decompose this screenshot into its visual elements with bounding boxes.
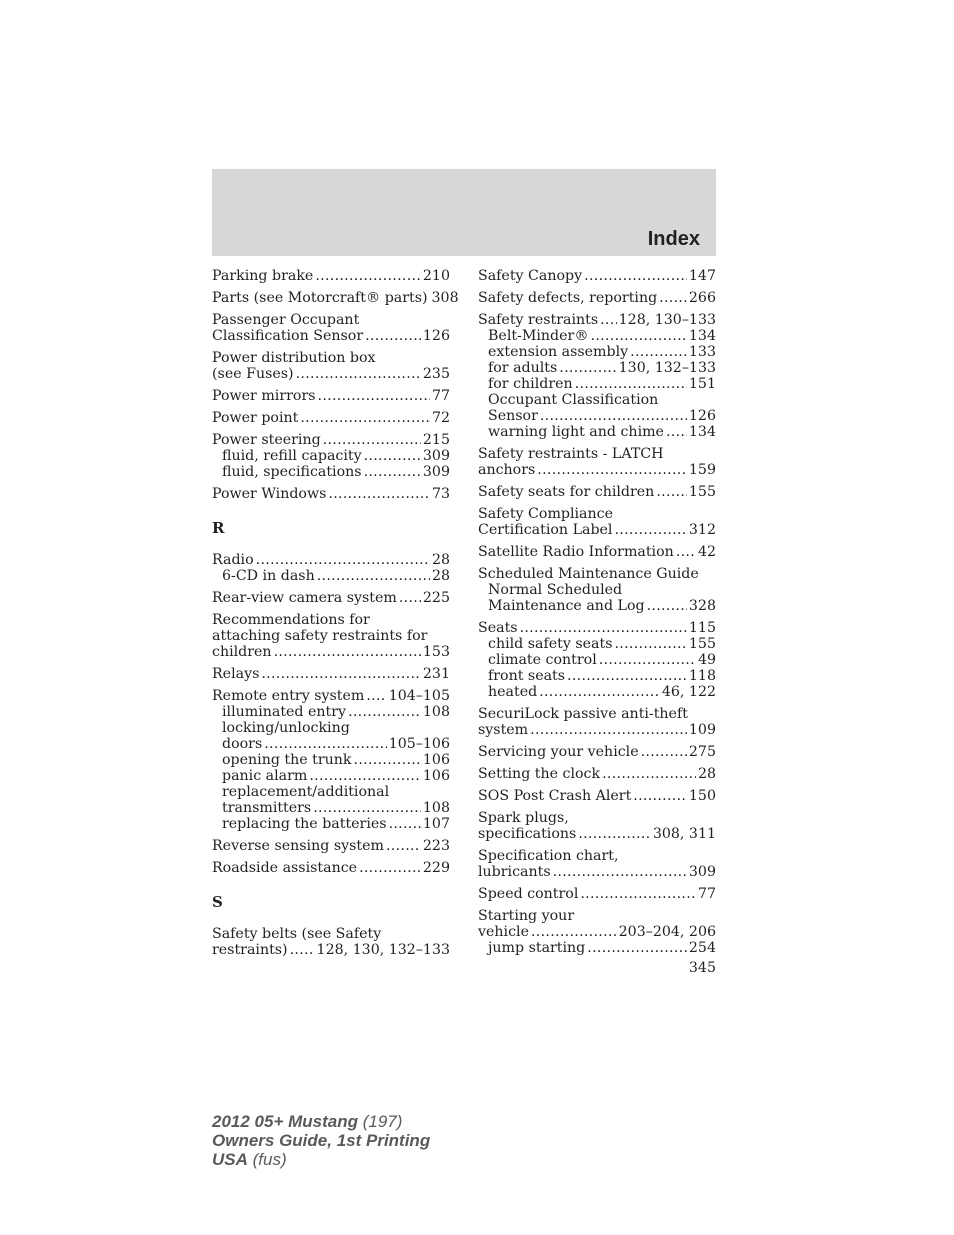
dot-leader xyxy=(296,366,421,382)
page-title: Index xyxy=(647,228,700,250)
entry-page-ref: 203–204, 206 xyxy=(618,924,716,940)
dot-leader xyxy=(553,864,687,880)
index-entry xyxy=(212,838,450,854)
dot-leader xyxy=(274,644,421,660)
entry-term: warning light and chime xyxy=(488,424,664,440)
index-subentry-line xyxy=(212,720,450,736)
page-number: 345 xyxy=(688,960,716,976)
entry-page-ref: 118 xyxy=(688,668,716,684)
entry-page-ref: 309 xyxy=(688,864,716,880)
entry-page-ref: 49 xyxy=(697,652,716,668)
entry-term: extension assembly xyxy=(488,344,629,360)
index-subentry-line xyxy=(212,800,450,816)
entry-page-ref: 108 xyxy=(422,704,450,720)
index-subentry-line xyxy=(478,376,716,392)
entry-page-ref: 104–105 xyxy=(388,688,450,704)
index-entry-line xyxy=(212,366,450,382)
footer xyxy=(212,1112,430,1169)
entry-term: Relays xyxy=(212,666,260,682)
entry-term: Power mirrors xyxy=(212,388,316,404)
dot-leader xyxy=(348,704,421,720)
dot-leader xyxy=(399,590,421,606)
index-entry xyxy=(212,688,450,832)
index-column-left xyxy=(212,268,459,964)
dot-leader xyxy=(315,268,421,284)
index-entry-line xyxy=(212,486,450,502)
index-subentry-line xyxy=(478,424,716,440)
entry-term: SecuriLock passive anti-theft xyxy=(478,706,688,722)
entry-page-ref: 46, 122 xyxy=(661,684,716,700)
entry-term: Seats xyxy=(478,620,518,636)
entry-term: Remote entry system xyxy=(212,688,365,704)
entry-page-ref: 309 xyxy=(422,448,450,464)
index-subentry-line xyxy=(212,752,450,768)
entry-page-ref: 225 xyxy=(422,590,450,606)
entry-page-ref: 254 xyxy=(688,940,716,956)
entry-term: Certification Label xyxy=(478,522,613,538)
index-entry xyxy=(212,926,450,958)
dot-leader xyxy=(354,752,421,768)
entry-term: SOS Post Crash Alert xyxy=(478,788,632,804)
entry-term: Roadside assistance xyxy=(212,860,358,876)
index-subentry-line xyxy=(478,636,716,652)
entry-term: Recommendations for xyxy=(212,612,370,628)
dot-leader xyxy=(647,598,687,614)
index-subentry-line xyxy=(212,704,450,720)
dot-leader xyxy=(318,388,430,404)
index-entry-line xyxy=(478,924,716,940)
entry-page-ref: 266 xyxy=(688,290,716,306)
index-entry-line xyxy=(478,312,716,328)
index-entry-line xyxy=(478,864,716,880)
index-entry-line xyxy=(478,506,716,522)
entry-page-ref: 223 xyxy=(422,838,450,854)
index-subentry-line xyxy=(212,816,450,832)
index-entry-line xyxy=(478,826,716,842)
entry-page-ref: 126 xyxy=(688,408,716,424)
entry-term: Power steering xyxy=(212,432,321,448)
dot-leader xyxy=(323,432,421,448)
entry-term: fluid, refill capacity xyxy=(222,448,362,464)
entry-page-ref: 147 xyxy=(688,268,716,284)
entry-term: Safety Canopy xyxy=(478,268,583,284)
dot-leader xyxy=(602,766,696,782)
entry-page-ref: 106 xyxy=(422,768,450,784)
index-column-right xyxy=(478,268,716,962)
dot-leader xyxy=(666,424,687,440)
entry-page-ref: 215 xyxy=(422,432,450,448)
entry-term: Power distribution box xyxy=(212,350,376,366)
entry-page-ref: 28 xyxy=(697,766,716,782)
entry-page-ref: 115 xyxy=(688,620,716,636)
index-entry-line xyxy=(212,628,450,644)
entry-page-ref: 133 xyxy=(688,344,716,360)
entry-term: Power point xyxy=(212,410,299,426)
entry-term: Safety defects, reporting xyxy=(478,290,658,306)
entry-term: system xyxy=(478,722,529,738)
dot-leader xyxy=(389,816,421,832)
entry-term: Radio xyxy=(212,552,254,568)
entry-page-ref: 309 xyxy=(422,464,450,480)
entry-term: Passenger Occupant xyxy=(212,312,360,328)
dot-leader xyxy=(300,410,430,426)
index-subentry-line xyxy=(212,768,450,784)
dot-leader xyxy=(264,736,387,752)
entry-page-ref: 109 xyxy=(688,722,716,738)
entry-term: front seats xyxy=(488,668,566,684)
entry-page-ref: 151 xyxy=(688,376,716,392)
entry-term: replacing the batteries xyxy=(222,816,387,832)
index-entry-line xyxy=(212,290,459,306)
index-entry-line xyxy=(478,788,716,804)
index-entry-line xyxy=(212,388,450,404)
index-entry-line xyxy=(478,544,716,560)
dot-leader xyxy=(531,924,617,940)
dot-leader xyxy=(365,328,421,344)
entry-term: children xyxy=(212,644,272,660)
dot-leader xyxy=(359,860,421,876)
index-subentry-line xyxy=(478,652,716,668)
entry-page-ref: 105–106 xyxy=(388,736,450,752)
entry-page-ref: 328 xyxy=(688,598,716,614)
footer-market: USA xyxy=(212,1150,248,1169)
dot-leader xyxy=(656,484,687,500)
index-entry xyxy=(212,612,450,660)
index-entry-line xyxy=(212,838,450,854)
dot-leader xyxy=(328,486,430,502)
index-entry xyxy=(212,666,450,682)
index-entry-line xyxy=(478,268,716,284)
entry-page-ref: 77 xyxy=(431,388,450,404)
index-subentry-line xyxy=(478,684,716,700)
entry-page-ref: 126 xyxy=(422,328,450,344)
index-subentry-line xyxy=(212,784,450,800)
entry-term: Satellite Radio Information xyxy=(478,544,674,560)
entry-term: Servicing your vehicle xyxy=(478,744,639,760)
entry-page-ref: 308 xyxy=(431,290,459,306)
index-entry-line xyxy=(478,766,716,782)
dot-leader xyxy=(540,408,687,424)
dot-leader xyxy=(261,666,421,682)
index-subentry-line xyxy=(212,448,450,464)
index-entry-line xyxy=(212,860,450,876)
entry-term: climate control xyxy=(488,652,597,668)
index-entry xyxy=(478,268,716,284)
index-entry-line xyxy=(212,644,450,660)
entry-page-ref: 308, 311 xyxy=(652,826,716,842)
entry-page-ref: 106 xyxy=(422,752,450,768)
footer-market-code: (fus) xyxy=(247,1150,287,1169)
entry-term: locking/unlocking xyxy=(222,720,350,736)
entry-term: (see Fuses) xyxy=(212,366,294,382)
index-entry xyxy=(478,706,716,738)
entry-page-ref: 130, 132–133 xyxy=(618,360,716,376)
entry-term: heated xyxy=(488,684,538,700)
index-entry xyxy=(212,388,450,404)
index-entry-line xyxy=(212,688,450,704)
index-entry xyxy=(478,886,716,902)
entry-page-ref: 155 xyxy=(688,484,716,500)
index-entry xyxy=(212,312,450,344)
index-entry xyxy=(478,766,716,782)
index-subentry-line xyxy=(212,736,450,752)
dot-leader xyxy=(364,464,421,480)
index-entry-line xyxy=(212,590,450,606)
index-entry-line xyxy=(478,810,716,826)
index-entry-line xyxy=(478,744,716,760)
entry-term: Sensor xyxy=(488,408,538,424)
entry-term: Belt-Minder® xyxy=(488,328,589,344)
index-subentry-line xyxy=(478,392,716,408)
entry-term: Safety seats for children xyxy=(478,484,655,500)
index-entry-line xyxy=(478,706,716,722)
entry-term: Power Windows xyxy=(212,486,327,502)
index-entry xyxy=(478,810,716,842)
index-entry-line xyxy=(478,290,716,306)
entry-term: transmitters xyxy=(222,800,312,816)
entry-term: Parts (see Motorcraft® parts) xyxy=(212,290,428,306)
index-entry-line xyxy=(212,312,450,328)
entry-term: Normal Scheduled xyxy=(488,582,623,598)
dot-leader xyxy=(386,838,421,854)
index-entry-line xyxy=(478,886,716,902)
entry-page-ref: 231 xyxy=(422,666,450,682)
entry-term: panic alarm xyxy=(222,768,308,784)
dot-leader xyxy=(313,800,421,816)
dot-leader xyxy=(633,788,687,804)
section-letter: R xyxy=(212,519,225,537)
index-subentry-line xyxy=(478,328,716,344)
index-entry-line xyxy=(478,620,716,636)
entry-term: opening the trunk xyxy=(222,752,352,768)
index-entry xyxy=(478,620,716,700)
index-entry xyxy=(478,908,716,956)
index-entry-line xyxy=(478,446,716,462)
dot-leader xyxy=(256,552,430,568)
index-subentry-line xyxy=(478,360,716,376)
dot-leader xyxy=(366,688,386,704)
entry-page-ref: 107 xyxy=(422,816,450,832)
entry-page-ref: 155 xyxy=(688,636,716,652)
dot-leader xyxy=(587,940,687,956)
index-subentry-line xyxy=(478,940,716,956)
index-subentry-line xyxy=(478,408,716,424)
entry-term: Spark plugs, xyxy=(478,810,569,826)
entry-page-ref: 134 xyxy=(688,424,716,440)
dot-leader xyxy=(614,522,686,538)
entry-page-ref: 128, 130, 132–133 xyxy=(316,942,450,958)
entry-term: Maintenance and Log xyxy=(488,598,645,614)
entry-term: 6-CD in dash xyxy=(222,568,315,584)
index-entry-line xyxy=(212,432,450,448)
entry-term: restraints) xyxy=(212,942,288,958)
entry-term: illuminated entry xyxy=(222,704,347,720)
entry-page-ref: 28 xyxy=(431,552,450,568)
entry-page-ref: 28 xyxy=(431,568,450,584)
entry-page-ref: 77 xyxy=(697,886,716,902)
entry-term: Starting your xyxy=(478,908,575,924)
footer-model: 2012 05+ Mustang xyxy=(212,1112,358,1131)
index-entry-line xyxy=(212,268,450,284)
entry-page-ref: 275 xyxy=(688,744,716,760)
index-subentry-line xyxy=(478,344,716,360)
entry-page-ref: 312 xyxy=(688,522,716,538)
index-entry xyxy=(212,268,450,284)
dot-leader xyxy=(614,636,686,652)
entry-page-ref: 235 xyxy=(422,366,450,382)
index-entry xyxy=(478,446,716,478)
index-entry-line xyxy=(212,926,450,942)
index-entry-line xyxy=(478,484,716,500)
entry-term: Specification chart, xyxy=(478,848,619,864)
entry-page-ref: 150 xyxy=(688,788,716,804)
index-entry xyxy=(478,484,716,500)
index-entry xyxy=(212,350,450,382)
footer-model-code: (197) xyxy=(358,1112,403,1131)
index-subentry-line xyxy=(212,568,450,584)
index-entry xyxy=(478,312,716,440)
index-entry-line xyxy=(212,350,450,366)
entry-term: specifications xyxy=(478,826,577,842)
dot-leader xyxy=(317,568,430,584)
entry-page-ref: 42 xyxy=(697,544,716,560)
entry-term: lubricants xyxy=(478,864,551,880)
entry-term: vehicle xyxy=(478,924,529,940)
index-entry xyxy=(212,290,459,306)
index-subentry-line xyxy=(478,598,716,614)
index-entry xyxy=(212,486,450,502)
entry-term: anchors xyxy=(478,462,536,478)
entry-term: Safety restraints - LATCH xyxy=(478,446,664,462)
dot-leader xyxy=(591,328,687,344)
dot-leader xyxy=(539,684,660,700)
dot-leader xyxy=(559,360,616,376)
entry-page-ref: 229 xyxy=(422,860,450,876)
entry-term: attaching safety restraints for xyxy=(212,628,428,644)
entry-term: doors xyxy=(222,736,263,752)
index-entry xyxy=(478,290,716,306)
index-entry xyxy=(478,744,716,760)
index-entry-line xyxy=(478,908,716,924)
index-subentry-line xyxy=(478,582,716,598)
dot-leader xyxy=(530,722,687,738)
index-entry-line xyxy=(212,666,450,682)
dot-leader xyxy=(641,744,687,760)
entry-term: fluid, specifications xyxy=(222,464,362,480)
index-entry xyxy=(212,410,450,426)
dot-leader xyxy=(584,268,687,284)
index-entry xyxy=(212,552,450,584)
entry-term: for adults xyxy=(488,360,558,376)
entry-term: Safety Compliance xyxy=(478,506,613,522)
index-entry-line xyxy=(212,410,450,426)
entry-page-ref: 153 xyxy=(422,644,450,660)
entry-term: Speed control xyxy=(478,886,579,902)
index-entry xyxy=(478,566,716,614)
dot-leader xyxy=(567,668,687,684)
entry-term: Scheduled Maintenance Guide xyxy=(478,566,699,582)
entry-term: child safety seats xyxy=(488,636,613,652)
section-letter: S xyxy=(212,893,223,911)
entry-term: Reverse sensing system xyxy=(212,838,384,854)
index-entry-line xyxy=(478,522,716,538)
index-entry-line xyxy=(478,462,716,478)
index-entry xyxy=(478,544,716,560)
dot-leader xyxy=(599,652,696,668)
dot-leader xyxy=(659,290,687,306)
index-entry xyxy=(478,848,716,880)
dot-leader xyxy=(580,886,696,902)
entry-page-ref: 72 xyxy=(431,410,450,426)
index-entry-line xyxy=(212,552,450,568)
index-entry xyxy=(212,432,450,480)
entry-page-ref: 108 xyxy=(422,800,450,816)
index-subentry-line xyxy=(212,464,450,480)
entry-page-ref: 73 xyxy=(431,486,450,502)
index-entry xyxy=(478,506,716,538)
index-entry-line xyxy=(478,566,716,582)
dot-leader xyxy=(290,942,315,958)
dot-leader xyxy=(578,826,651,842)
footer-guide: Owners Guide, 1st Printing xyxy=(212,1131,431,1150)
entry-page-ref: 134 xyxy=(688,328,716,344)
dot-leader xyxy=(575,376,687,392)
header-band xyxy=(212,169,716,256)
entry-term: Rear-view camera system xyxy=(212,590,397,606)
entry-term: Classification Sensor xyxy=(212,328,364,344)
index-entry xyxy=(212,860,450,876)
entry-term: Occupant Classification xyxy=(488,392,659,408)
index-subentry-line xyxy=(478,668,716,684)
entry-term: for children xyxy=(488,376,573,392)
dot-leader xyxy=(520,620,687,636)
entry-page-ref: 159 xyxy=(688,462,716,478)
dot-leader xyxy=(600,312,617,328)
dot-leader xyxy=(364,448,421,464)
entry-term: Safety restraints xyxy=(478,312,599,328)
dot-leader xyxy=(630,344,687,360)
dot-leader xyxy=(309,768,421,784)
index-entry-line xyxy=(478,848,716,864)
dot-leader xyxy=(676,544,696,560)
index-entry-line xyxy=(212,942,450,958)
entry-term: jump starting xyxy=(488,940,586,956)
index-entry-line xyxy=(478,722,716,738)
index-entry xyxy=(212,590,450,606)
entry-term: replacement/additional xyxy=(222,784,390,800)
entry-page-ref: 210 xyxy=(422,268,450,284)
entry-page-ref: 128, 130–133 xyxy=(618,312,716,328)
entry-term: Setting the clock xyxy=(478,766,601,782)
entry-term: Parking brake xyxy=(212,268,314,284)
index-entry xyxy=(478,788,716,804)
index-entry-line xyxy=(212,328,450,344)
dot-leader xyxy=(537,462,687,478)
index-entry-line xyxy=(212,612,450,628)
entry-term: Safety belts (see Safety xyxy=(212,926,382,942)
